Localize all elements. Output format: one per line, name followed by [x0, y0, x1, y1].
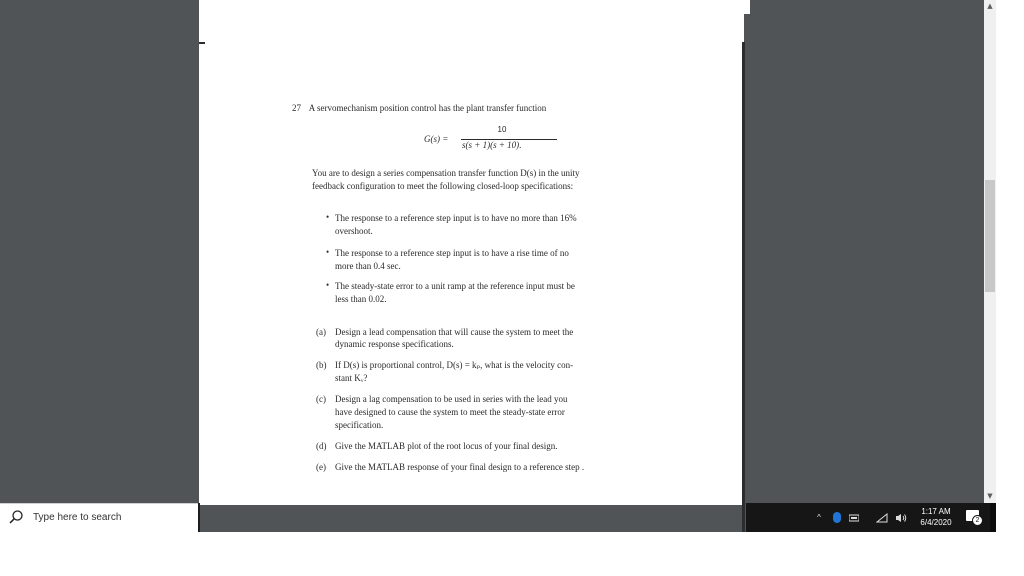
item-text: dynamic response specifications. [335, 339, 454, 349]
scrollbar-thumb[interactable] [985, 180, 995, 292]
volume-icon[interactable] [894, 503, 908, 532]
item-text: If D(s) is proportional control, D(s) = kₚ, what is the velocity con- [335, 360, 574, 370]
scroll-down-arrow-icon[interactable]: ▼ [987, 492, 993, 500]
bullet-dot: • [326, 247, 330, 257]
bullet-text: less than 0.02. [335, 294, 387, 304]
item-label-d: (d) [316, 441, 327, 451]
item-label-a: (a) [316, 327, 326, 337]
taskbar-tray [746, 503, 996, 532]
formula-numerator: 10 [497, 125, 507, 134]
bullet-text: The response to a reference step input is to have a rise time of no [335, 248, 569, 258]
formula-lhs: G(s) = [424, 134, 449, 144]
bluetooth-icon[interactable] [832, 503, 842, 532]
taskbar-search-box[interactable] [0, 503, 198, 532]
spec-paragraph-line: feedback configuration to meet the following closed-loop specifications: [312, 181, 574, 191]
problem-number: 27 [292, 103, 301, 113]
item-text: stant Kᵥ? [335, 373, 368, 383]
bullet-text: overshoot. [335, 226, 373, 236]
clock-date: 6/4/2020 [920, 518, 952, 527]
notification-icon[interactable] [966, 510, 980, 524]
bullet-text: The response to a reference step input is to have no more than 16% [335, 213, 577, 223]
taskbar-clock[interactable] [914, 506, 958, 528]
item-label-b: (b) [316, 360, 327, 370]
item-text: Give the MATLAB plot of the root locus of your final design. [335, 441, 558, 451]
page-shadow-left [199, 42, 205, 44]
problem-statement [292, 102, 546, 115]
wifi-icon[interactable] [876, 503, 888, 532]
item-text: Give the MATLAB response of your final design to a reference step . [335, 462, 585, 472]
formula-denominator: s(s + 1)(s + 10). [462, 140, 522, 150]
spec-paragraph-line: You are to design a series compensation transfer function D(s) in the unity [312, 168, 580, 178]
item-text: specification. [335, 420, 384, 430]
page-shadow [742, 42, 745, 532]
clock-time: 1:17 AM [921, 507, 951, 516]
network-icon[interactable] [848, 503, 860, 532]
bullet-dot: • [326, 280, 330, 290]
item-text: Design a lead compensation that will cause the system to meet the [335, 327, 574, 337]
bullet-text: more than 0.4 sec. [335, 261, 401, 271]
scroll-up-arrow-icon[interactable]: ▲ [987, 2, 993, 10]
item-label-c: (c) [316, 394, 326, 404]
item-label-e: (e) [316, 462, 326, 472]
search-icon [8, 509, 24, 525]
bullet-dot: • [326, 212, 330, 222]
notification-count: 2 [972, 515, 983, 526]
show-desktop-button[interactable] [990, 503, 996, 532]
problem-intro: A servomechanism position control has the plant transfer function [308, 103, 547, 113]
transfer-function-formula [424, 125, 674, 155]
item-text: Design a lag compensation to be used in series with the lead you [335, 394, 568, 404]
item-text: have designed to cause the system to meet the steady-state error [335, 407, 565, 417]
search-placeholder[interactable]: Type here to search [33, 512, 122, 523]
taskbar-divider [198, 503, 200, 532]
bullet-text: The steady-state error to a unit ramp at the reference input must be [335, 281, 575, 291]
chevron-up-icon[interactable]: ^ [817, 513, 821, 522]
